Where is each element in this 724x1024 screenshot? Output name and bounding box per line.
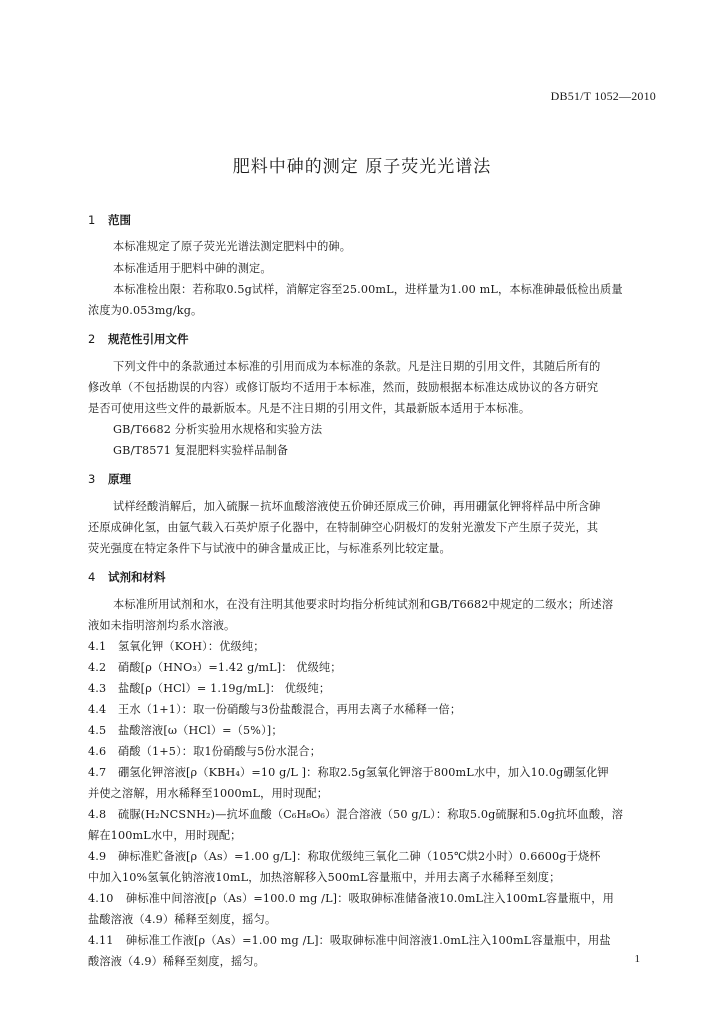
standard-code: DB51/T 1052—2010 (550, 89, 656, 103)
section-heading-normative-references (88, 330, 189, 348)
section-title: 原理 (108, 472, 131, 486)
paragraph-line: 本标准检出限：若称取0.5g试样，消解定容至25.00mL，进样量为1.00 mL，本标准砷最低检出质量 (113, 283, 623, 296)
list-item (88, 930, 656, 952)
paragraph-line: 本标准适用于肥料中砷的测定。 (113, 262, 272, 275)
reference-item: GB/T8571 复混肥料实验样品制备 (113, 444, 289, 457)
item-number: 4.8 (88, 808, 107, 821)
list-item (88, 846, 656, 868)
list-item (88, 720, 656, 742)
list-item (88, 636, 656, 658)
list-item-continuation: 中加入10%氢氧化钠溶液10mL，加热溶解移入500mL容量瓶中，并用去离子水稀释至刻度； (88, 871, 561, 884)
section-number: 1 (88, 213, 96, 227)
item-text: 砷标准贮备液[ρ（As）=1.00 g/L]：称取优级纯三氧化二砷（105℃烘2小时）0.6600g于烧杯 (118, 850, 601, 863)
item-number: 4.11 (88, 934, 114, 947)
list-item (88, 678, 656, 700)
list-item (88, 741, 656, 763)
list-item-continuation: 酸溶液（4.9）稀释至刻度，摇匀。 (88, 955, 265, 968)
item-text: 砷标准工作液[ρ（As）=1.00 mg /L]：吸取砷标准中间溶液1.0mL注入100mL容量瓶中，用盐 (126, 934, 611, 947)
reference-item: GB/T6682 分析实验用水规格和实验方法 (113, 423, 323, 436)
paragraph-line: 修改单（不包括勘误的内容）或修订版均不适用于本标准，然而，鼓励根据本标准达成协议的各方研究 (88, 381, 599, 394)
section-title: 范围 (108, 213, 131, 227)
list-item-continuation: 并使之溶解，用水稀释至1000mL，用时现配； (88, 787, 329, 800)
section-number: 2 (88, 332, 96, 346)
item-text: 盐酸溶液[ω（HCl）=（5%）]； (118, 724, 283, 737)
paragraph-line: 还原成砷化氢，由氩气载入石英炉原子化器中，在特制砷空心阴极灯的发射光激发下产生原子荧光，其 (88, 521, 599, 534)
section-title: 规范性引用文件 (108, 332, 189, 346)
list-item (88, 657, 656, 679)
document-title: 肥料中砷的测定 原子荧光光谱法 (232, 157, 492, 177)
item-number: 4.1 (88, 640, 107, 653)
item-text: 王水（1+1）：取一份硝酸与3份盐酸混合，再用去离子水稀释一倍； (118, 703, 462, 716)
section-title: 试剂和材料 (108, 570, 166, 584)
item-number: 4.2 (88, 661, 107, 674)
paragraph-line: 本标准所用试剂和水，在没有注明其他要求时均指分析纯试剂和GB/T6682中规定的二级水；所述溶 (113, 598, 614, 611)
item-number: 4.10 (88, 892, 114, 905)
item-text: 砷标准中间溶液[ρ（As）=100.0 mg /L]：吸取砷标准储备液10.0mL注入100mL容量瓶中，用 (126, 892, 614, 905)
item-number: 4.9 (88, 850, 107, 863)
section-number: 4 (88, 570, 96, 584)
item-number: 4.6 (88, 745, 107, 758)
list-item (88, 804, 656, 826)
paragraph-line: 液如未指明溶剂均系水溶液。 (88, 619, 236, 632)
item-text: 硼氢化钾溶液[ρ（KBH₄）=10 g/L ]：称取2.5g氢氧化钾溶于800mL水中，加入10.0g硼氢化钾 (118, 766, 609, 779)
paragraph-line: 浓度为0.053mg/kg。 (88, 304, 203, 317)
item-text: 硫脲(H₂NCSNH₂)—抗坏血酸（C₆H₈O₆）混合溶液（50 g/L）：称取5.0g硫脲和5.0g抗坏血酸，溶 (118, 808, 624, 821)
item-text: 氢氧化钾（KOH）：优级纯； (118, 640, 265, 653)
paragraph-line: 是否可使用这些文件的最新版本。凡是不注日期的引用文件，其最新版本适用于本标准。 (88, 402, 531, 415)
paragraph-line: 下列文件中的条款通过本标准的引用而成为本标准的条款。凡是注日期的引用文件，其随后所有的 (113, 360, 601, 373)
item-number: 4.3 (88, 682, 107, 695)
item-number: 4.7 (88, 766, 107, 779)
item-number: 4.4 (88, 703, 107, 716)
list-item (88, 762, 656, 784)
item-text: 硝酸（1+5）：取1份硝酸与5份水混合； (118, 745, 322, 758)
paragraph-line: 荧光强度在特定条件下与试液中的砷含量成正比，与标准系列比较定量。 (88, 542, 451, 555)
item-text: 硝酸[ρ（HNO₃）=1.42 g/mL]： 优级纯； (118, 661, 342, 674)
page-number: 1 (634, 953, 640, 965)
list-item (88, 699, 656, 721)
section-heading-reagents (88, 568, 166, 586)
list-item-continuation: 解在100mL水中，用时现配； (88, 829, 242, 842)
list-item (88, 888, 656, 910)
section-heading-scope (88, 211, 131, 229)
paragraph-line: 试样经酸消解后，加入硫脲－抗坏血酸溶液使五价砷还原成三价砷，再用硼氯化钾将样品中所含砷 (113, 500, 601, 513)
paragraph-line: 本标准规定了原子荧光光谱法测定肥料中的砷。 (113, 240, 352, 253)
list-item-continuation: 盐酸溶液（4.9）稀释至刻度，摇匀。 (88, 913, 277, 926)
item-text: 盐酸[ρ（HCl）= 1.19g/mL]： 优级纯； (118, 682, 331, 695)
section-number: 3 (88, 472, 96, 486)
section-heading-principle (88, 470, 131, 488)
item-number: 4.5 (88, 724, 107, 737)
